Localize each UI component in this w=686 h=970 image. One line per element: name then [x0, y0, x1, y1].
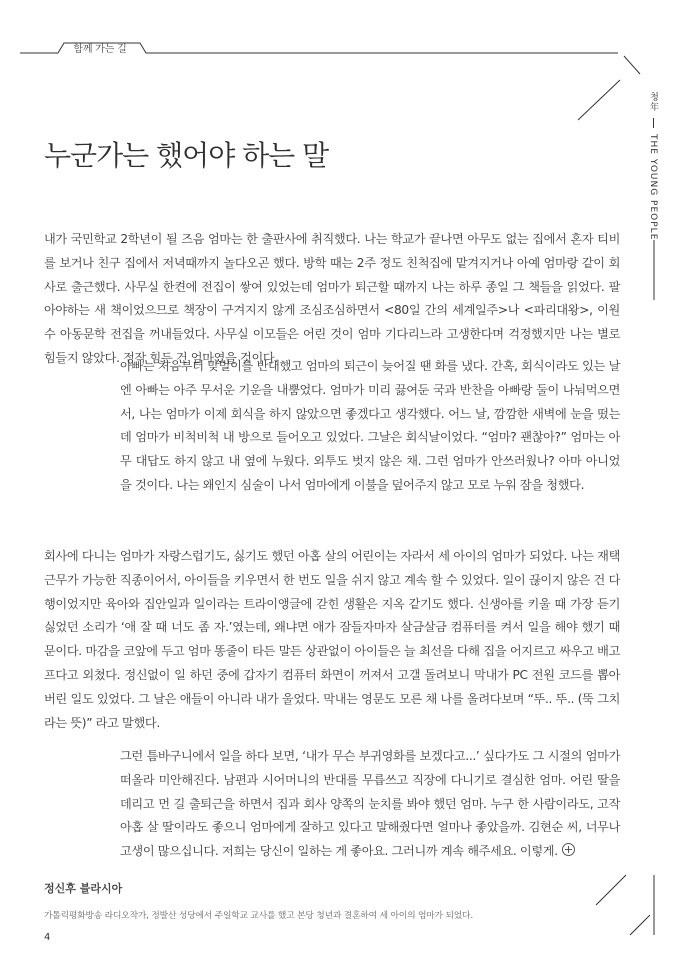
vertical-label-en: THE YOUNG PEOPLE: [648, 134, 658, 241]
body-paragraph-4-text: 그런 틈바구니에서 일을 하다 보면, ‘내가 무슨 부귀영화를 보겠다고...’ 싶다가도 그 시절의 엄마가 떠올라 미안해진다. 남편과 시어머니의 반대를 무릅쓰고 직장에 다니기로 결심한 엄마. 어린 딸을 데리고 먼 길 출퇴근을 하면서 집과 회사 양쪽의 눈치를 봐야 했던 엄마. 누구 한 사람이라도, 고작 아홉 살 딸이라도 좋으니 엄마에게 잘하고 있다고 말해줬다면 얼마나 좋았을까. 김현순 씨, 너무나 고생이 많으십니다. 저희는 당신이 일하는 게 좋아요. 그러니까 계속 해주세요. 이렇게.: [120, 749, 620, 859]
vertical-label-ko: 청年: [648, 92, 658, 112]
body-paragraph-4-indented: [120, 745, 620, 864]
body-paragraph-3: 회사에 다니는 엄마가 자랑스럽기도, 싫기도 했던 아홉 살의 어린이는 자라서 세 아이의 엄마가 되었다. 나는 재택근무가 가능한 직종이어서, 아이들을 키우면서 한 번도 일을 쉬지 않고 계속 할 수 있었다. 일이 끊이지 않은 건 다행이었지만 육아와 집안일과 일이라는 트라이앵글에 갇힌 생활은 지옥 같기도 했다. 신생아를 키울 때 가장 듣기 싫었던 소리가 ‘애 잘 때 너도 좀 자.’였는데, 왜냐면 애가 잠들자마자 살금살금 컴퓨터를 켜서 일을 해야 했기 때문이다. 마감을 코앞에 두고 엄마 똥줄이 타든 말든 상관없이 아이들은 늘 최선을 다해 집을 어지르고 싸우고 배고프다고 외쳤다. 정신없이 일 하던 중에 갑자기 컴퓨터 화면이 꺼져서 고갤 돌려보니 막내가 PC 전원 코드를 뽑아버린 일도 있었다. 그 날은 애들이 아니라 내가 울었다. 막내는 영문도 모른 채 나를 올려다보며 “뚜.. 뚜.. (뚝 그치라는 뜻)” 라고 말했다.: [44, 549, 620, 730]
author-name: 정신후 블라시아: [44, 882, 123, 895]
vertical-divider: [653, 118, 654, 128]
article-title: 누군가는 했어야 하는 말: [44, 138, 329, 172]
magazine-vertical-label: [647, 92, 660, 240]
body-paragraph-2-indented: 아빠는 처음부터 맞벌이를 반대했고 엄마의 퇴근이 늦어질 땐 화를 냈다. 간혹, 회식이라도 있는 날엔 아빠는 아주 무서운 기운을 내뿜었다. 엄마가 미리 끓여둔 국과 반찬을 아빠랑 둘이 나눠먹으면서, 나는 엄마가 이제 회식을 하지 않았으면 좋겠다고 생각했다. 어느 날, 깜깜한 새벽에 눈을 떴는데 엄마가 비척비척 내 방으로 들어오고 있었다. 그날은 회식날이었다. “엄마? 괜찮아?” 엄마는 아무 대답도 하지 않고 내 옆에 누웠다. 외투도 벗지 않은 채. 그런 엄마가 안쓰러웠나? 아마 아니었을 것이다. 나는 왜인지 심술이 나서 엄마에게 이불을 덮어주지 않고 모로 누워 잠을 청했다.: [120, 359, 620, 492]
end-mark-icon: [562, 843, 575, 856]
page-number: 4: [44, 932, 51, 943]
section-label: 함께 가는 길: [73, 44, 127, 55]
body-paragraph-1: 내가 국민학교 2학년이 될 즈음 엄마는 한 출판사에 취직했다. 나는 학교가 끝나면 아무도 없는 집에서 혼자 티비를 보거나 친구 집에서 저녁때까지 놀다오곤 했다. 방학 때는 2주 정도 친척집에 맡겨지거나 아예 엄마랑 같이 회사로 출근했다. 사무실 한켠에 전집이 쌓여 있었는데 엄마가 퇴근할 때까지 나는 하루 종일 그 책들을 읽었다. 팔아야하는 새 책이었으므로 책장이 구겨지지 않게 조심조심하면서 <80일 간의 세계일주>나 <파리대왕>, 이원수 아동문학 전집을 꺼내들었다. 사무실 이모들은 어린 것이 엄마 기다리느라 고생한다며 걱정했지만 나는 별로 힘들지 않았다. 정작 힘든 건 엄마였을 것이다.: [44, 232, 620, 365]
author-description: 가톨릭평화방송 라디오작가, 정발산 성당에서 주일학교 교사를 했고 본당 청년과 결혼하여 세 아이의 엄마가 되었다.: [44, 911, 473, 921]
